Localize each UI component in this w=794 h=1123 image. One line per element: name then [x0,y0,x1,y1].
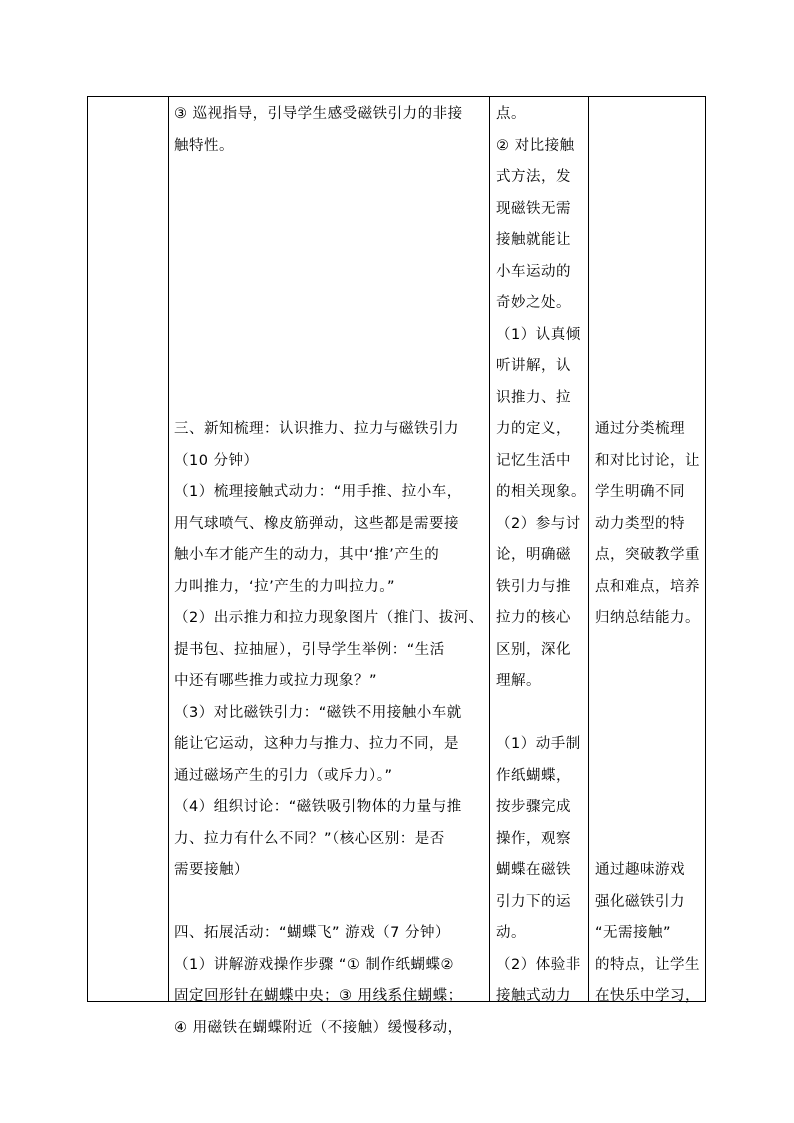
text-line: 听讲解，认 [496,358,571,374]
text-line: 的相关现象。 [496,484,586,500]
text-line: （2）体验非 [496,956,581,973]
text-line [595,257,700,289]
text-line: 力叫推力，‘拉’产生的力叫拉力。” [174,578,395,595]
column-divider [588,97,589,1001]
text-line [595,131,700,163]
text-line: 力的定义， [496,421,571,437]
text-line [174,383,484,415]
text-line: （1）动手制 [496,736,581,752]
column-divider [489,97,490,1001]
text-line [595,194,700,226]
text-line: 动力类型的特 [595,515,685,532]
text-line [174,320,484,352]
text-line: 四、拓展活动：“蝴蝶飞” 游戏（7 分钟） [174,925,450,941]
text-line [174,257,484,289]
text-line: 论，明确磁 [496,547,571,563]
text-line [174,288,484,320]
text-line: ③ 巡视指导，引导学生感受磁铁引力的非接 [174,106,463,122]
text-line: 提书包、拉抽屉），引导学生举例：“生活 [174,641,445,658]
text-line: 小车运动的 [496,263,571,280]
text-line: 需要接触） [174,862,249,878]
text-line: （10 分钟） [174,452,259,469]
text-line [595,383,700,415]
text-line: 识推力、拉 [496,389,571,406]
text-line [174,162,484,194]
text-line: 通过磁场产生的引力（或斥力）。” [174,767,393,784]
text-line [595,351,700,383]
text-line: 奇妙之处。 [496,295,571,311]
text-line: 固定回形针在蝴蝶中央；③ 用线系住蝴蝶； [174,988,463,1004]
text-line [595,698,700,730]
text-line [174,194,484,226]
text-line: 按步骤完成 [496,799,571,815]
text-line: 接触就能让 [496,232,571,248]
text-line: 接触式动力 [496,988,571,1004]
text-line: 理解。 [496,673,541,689]
text-line: 拉力的核心 [496,610,571,626]
text-line: 和对比讨论，让 [595,452,700,469]
text-line [595,729,700,761]
text-line: 点，突破教学重 [595,547,700,563]
text-line: （3）对比磁铁引力：“磁铁不用接触小车就 [174,704,462,721]
text-line: （1）认真倾 [496,326,581,343]
text-line [595,99,700,131]
text-line: 在快乐中学习， [595,988,700,1004]
text-line: 能让它运动，这种力与推力、拉力不同，是 [174,736,459,752]
text-line: （2）参与讨 [496,515,581,532]
text-line: 归纳总结能力。 [595,610,700,626]
teacher-activity-column [174,99,484,1044]
text-line: 动。 [496,925,526,941]
text-line: 通过趣味游戏 [595,862,685,878]
text-line: 三、新知梳理：认识推力、拉力与磁铁引力 [174,421,459,437]
text-line [496,698,586,730]
student-activity-column [496,99,586,1013]
text-line: 触小车才能产生的动力，其中‘推’产生的 [174,547,440,563]
text-line: 学生明确不同 [595,484,685,500]
text-line: 点和难点，培养 [595,578,700,595]
text-line: 力、拉力有什么不同？”（核心区别：是否 [174,830,445,847]
text-line: （1）讲解游戏操作步骤 “① 制作纸蝴蝶② [174,956,454,973]
text-line: （1）梳理接触式动力：“用手推、拉小车， [174,484,462,500]
text-line [174,351,484,383]
text-line: 式方法，发 [496,169,571,185]
text-line: ② 对比接触 [496,137,575,154]
text-line: 铁引力与推 [496,578,571,595]
text-line [595,666,700,698]
lesson-plan-table [87,96,706,1036]
text-line: 通过分类梳理 [595,421,685,437]
text-line: 中还有哪些推力或拉力现象？” [174,673,378,689]
text-line: 记忆生活中 [496,452,571,469]
text-line [595,225,700,257]
text-line [174,887,484,919]
text-line [595,288,700,320]
text-line: 用气球喷气、橡皮筋弹动，这些都是需要接 [174,515,459,532]
text-line [595,792,700,824]
text-line: 的特点，让学生 [595,956,700,973]
text-line: 现磁铁无需 [496,200,571,217]
text-line: “无需接触” [595,925,672,941]
text-line [595,761,700,793]
text-line [174,225,484,257]
text-line: （2）出示推力和拉力现象图片（推门、拔河、 [174,610,484,626]
text-line: 区别，深化 [496,641,571,658]
text-line [595,824,700,856]
text-line: 操作，观察 [496,830,571,847]
text-line: 点。 [496,106,526,122]
text-line: 触特性。 [174,137,234,154]
text-line: ④ 用磁铁在蝴蝶附近（不接触）缓慢移动， [174,1019,463,1036]
text-line [595,162,700,194]
text-line: 强化磁铁引力 [595,893,685,910]
text-line: 蝴蝶在磁铁 [496,862,571,878]
text-line [595,320,700,352]
text-line: （4）组织讨论：“磁铁吸引物体的力量与推 [174,799,462,815]
design-intent-column [595,99,700,1013]
text-line: 作纸蝴蝶， [496,767,571,784]
text-line [595,635,700,667]
column-divider [168,97,169,1001]
text-line: 引力下的运 [496,893,571,910]
